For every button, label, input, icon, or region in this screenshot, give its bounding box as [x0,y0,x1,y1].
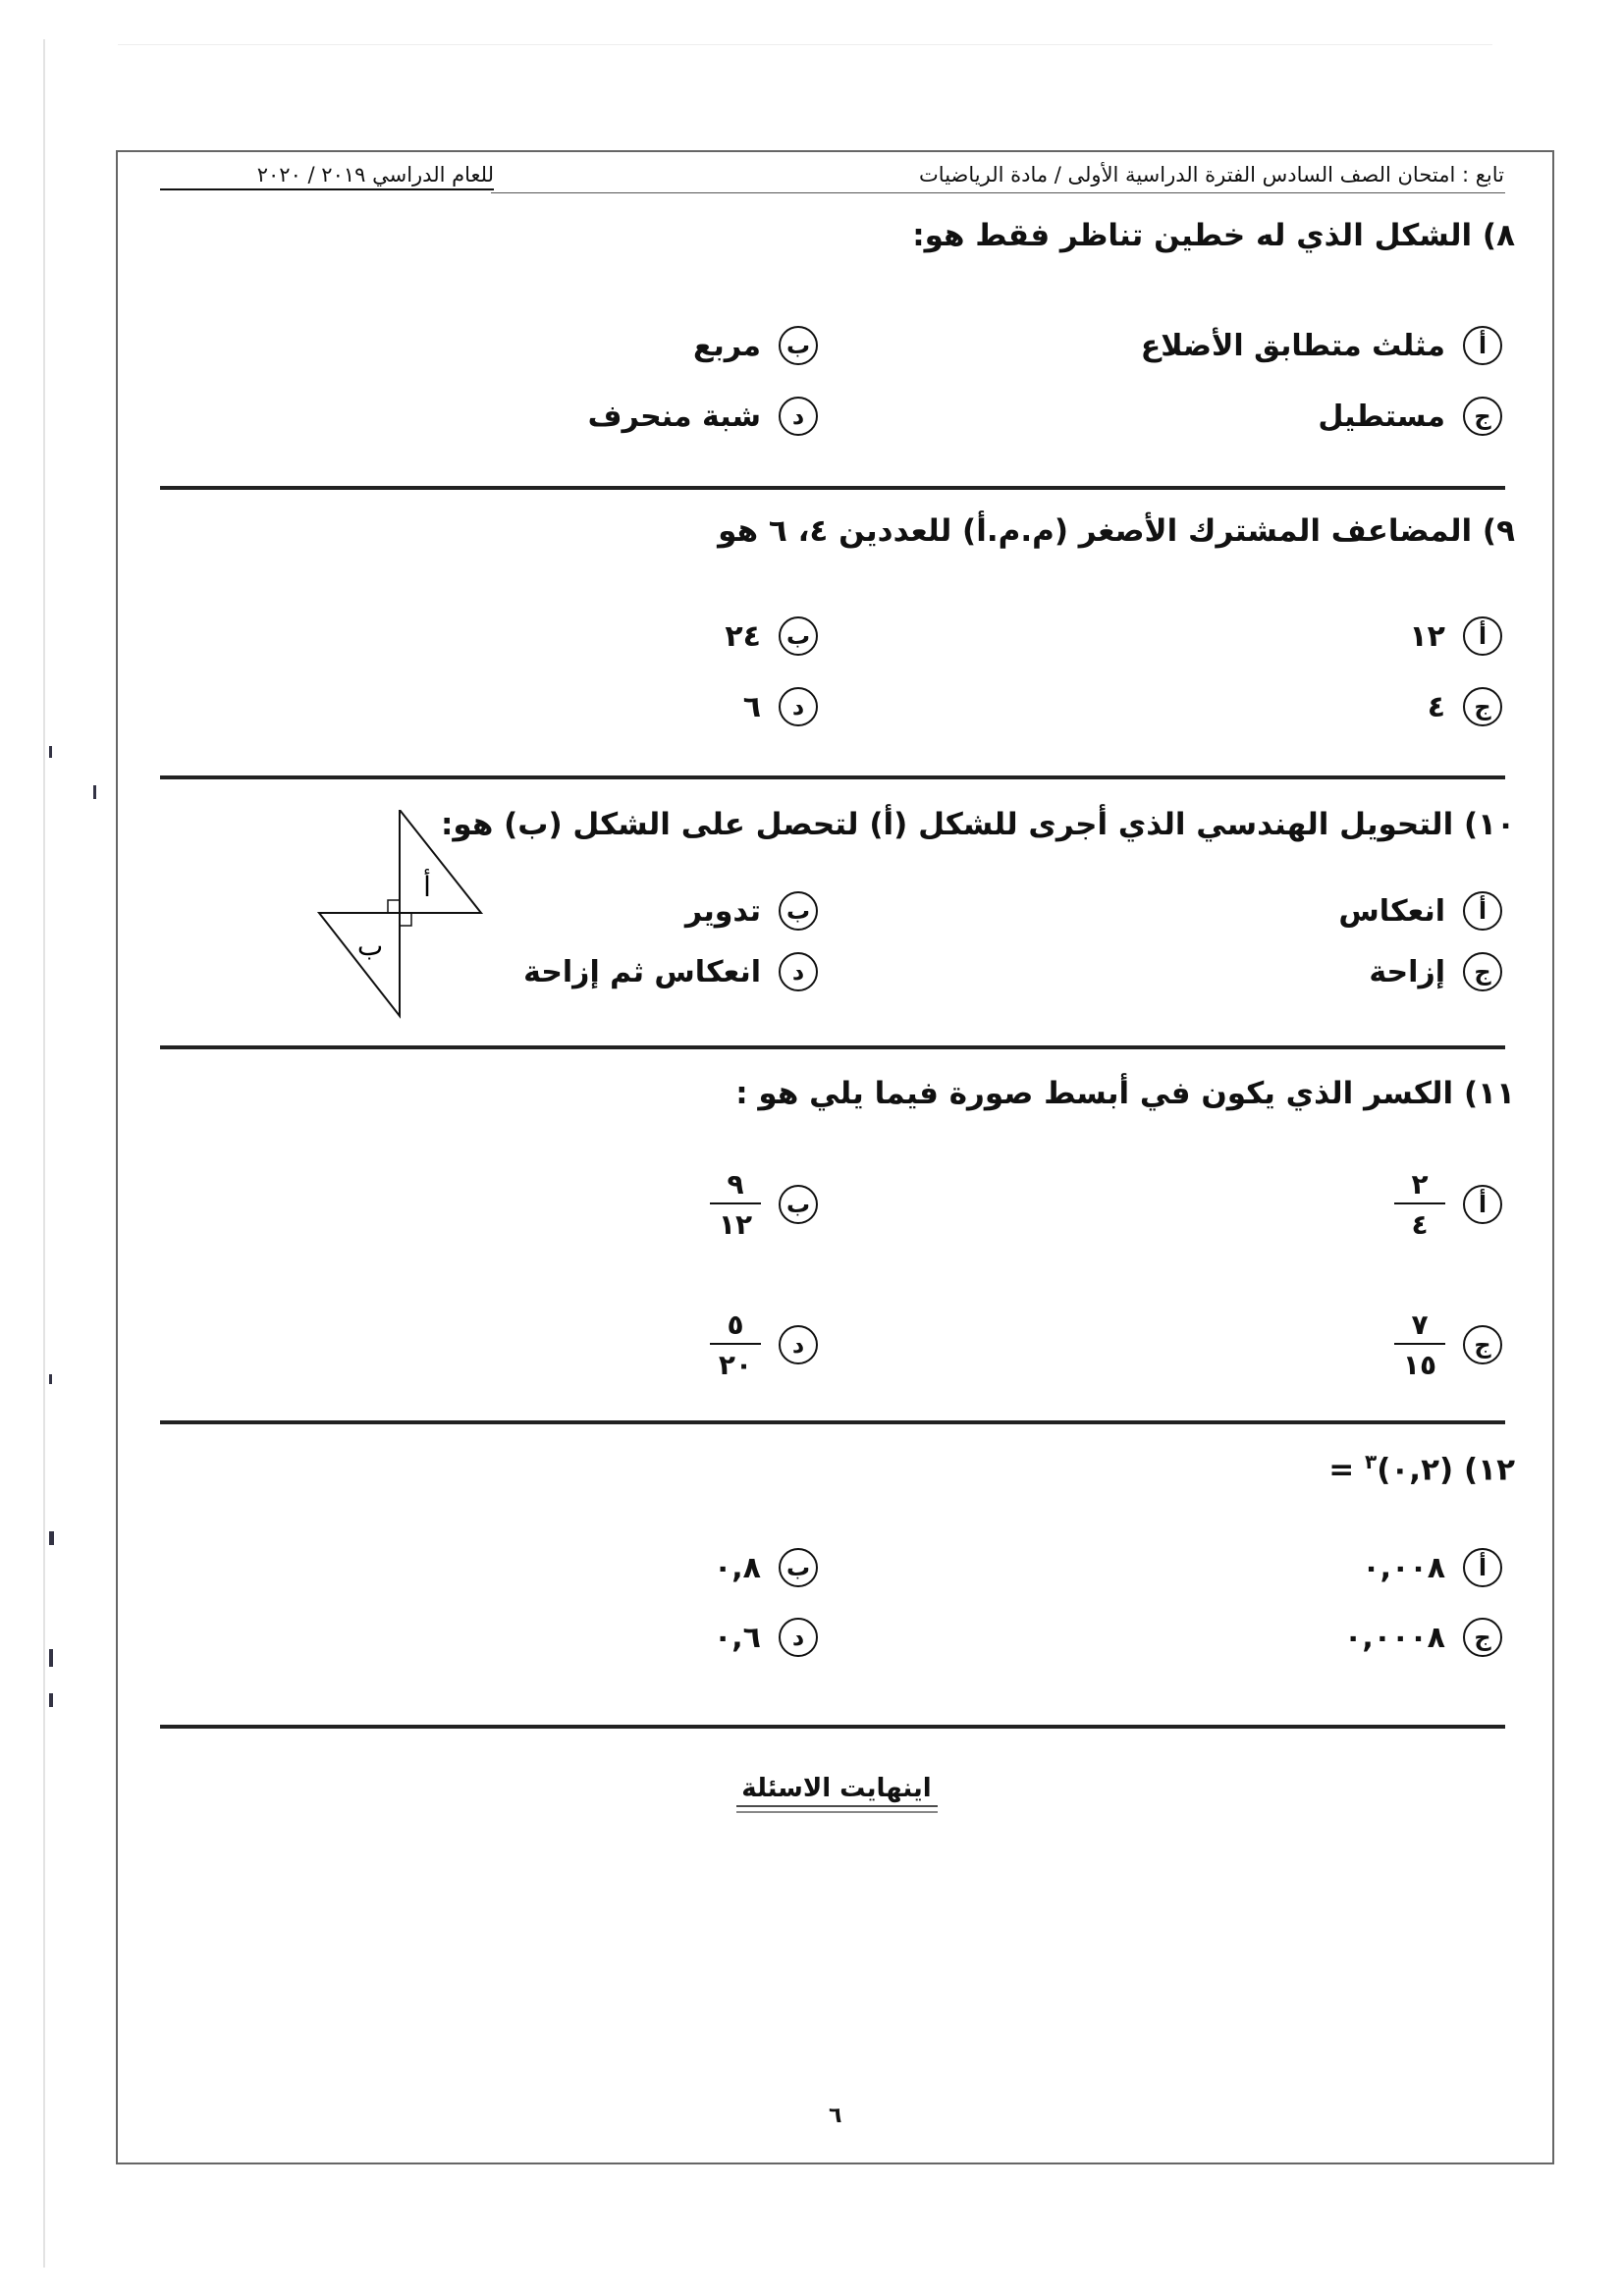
q9-option-a[interactable] [1409,616,1502,656]
q9-option-c-marker: ج [1463,687,1502,726]
q10-option-d[interactable] [523,952,818,991]
q11-option-a-marker: أ [1463,1185,1502,1224]
q8-option-a-text: مثلث متطابق الأضلاع [1140,328,1445,363]
q12-option-a[interactable] [1362,1548,1502,1587]
q9-option-b[interactable] [725,616,818,656]
q12-equals: = [1328,1452,1355,1488]
q11-option-b[interactable] [710,1170,818,1240]
exam-page-frame [116,150,1554,2164]
q12-option-b-marker: ب [779,1548,818,1587]
q11-option-c-denominator: ١٥ [1402,1349,1437,1382]
q12-option-c-text: ٠,٠٠٠٨ [1344,1620,1445,1655]
q8-option-b[interactable] [693,326,818,365]
section-divider [160,1045,1505,1049]
q11-option-b-fraction [710,1170,761,1240]
q12-option-d-marker: د [779,1618,818,1657]
q11-option-b-denominator: ١٢ [718,1208,753,1242]
q9-option-b-text: ٢٤ [725,618,761,654]
q8-option-c-text: مستطيل [1318,399,1445,434]
q9-option-d-marker: د [779,687,818,726]
q11-option-c-fraction [1394,1310,1445,1380]
page-number: ٦ [829,2104,842,2128]
question-9: ٩) المضاعف المشترك الأصغر (م.م.أ) للعددين ٤، ٦ هو [718,513,1515,549]
q11-option-a-numerator: ٢ [1411,1168,1429,1201]
question-10: ١٠) التحويل الهندسي الذي أجرى للشكل (أ) لتحصل على الشكل (ب) هو: [441,807,1515,842]
q10-option-d-text: انعكاس ثم إزاحة [523,954,761,989]
q8-option-d-text: شبة منحرف [587,399,761,434]
right-angle-marker [388,900,400,913]
q12-option-a-text: ٠,٠٠٨ [1362,1550,1445,1585]
transformation-figure [309,810,491,1021]
shape-a-triangle [400,810,481,913]
q11-option-d-marker: د [779,1325,818,1364]
q12-option-b[interactable] [714,1548,818,1587]
q8-option-b-marker: ب [779,326,818,365]
q12-option-d-text: ٠,٦ [713,1620,761,1655]
fraction-bar [710,1202,761,1204]
fraction-bar [710,1343,761,1345]
q9-option-a-text: ١٢ [1409,618,1445,654]
q11-option-a-denominator: ٤ [1411,1208,1429,1242]
q11-option-b-marker: ب [779,1185,818,1224]
q10-option-b[interactable] [685,891,818,931]
q12-option-c[interactable] [1344,1618,1502,1657]
q10-option-a-marker: أ [1463,891,1502,931]
q11-option-c-numerator: ٧ [1411,1308,1429,1341]
section-divider [160,1725,1505,1729]
q8-option-c[interactable] [1318,397,1502,436]
shape-b-label: ب [356,930,384,962]
q10-option-a[interactable] [1338,891,1502,931]
q12-option-d[interactable] [714,1618,818,1657]
q12-expression: ١٢) (٠,٢) [1377,1452,1515,1488]
header-academic-year: للعام الدراسي ٢٠١٩ / ٢٠٢٠ [160,163,494,190]
q11-option-d[interactable] [710,1310,818,1380]
q10-option-b-marker: ب [779,891,818,931]
q11-option-a-fraction [1394,1170,1445,1240]
q11-option-a[interactable] [1394,1170,1502,1240]
q10-option-c-text: إزاحة [1369,954,1445,989]
fraction-bar [1394,1343,1445,1345]
q12-option-a-marker: أ [1463,1548,1502,1587]
q8-option-a-marker: أ [1463,326,1502,365]
shape-b-triangle [319,913,400,1016]
q12-option-c-marker: ج [1463,1618,1502,1657]
q8-option-c-marker: ج [1463,397,1502,436]
q8-option-d[interactable] [588,397,818,436]
q11-option-b-numerator: ٩ [727,1168,744,1201]
section-divider [160,486,1505,490]
q11-option-d-fraction [710,1310,761,1380]
section-divider [160,1420,1505,1424]
q12-exponent: ٣ [1365,1450,1378,1473]
scan-speckle [93,785,96,799]
q10-option-b-text: تدوير [684,893,761,929]
publisher-logo [727,1757,947,1822]
q11-option-d-denominator: ٢٠ [718,1349,753,1382]
question-8: ٨) الشكل الذي له خطين تناظر فقط هو: [912,218,1515,253]
publisher-logo-text: اينهايت الاسئلة [741,1774,932,1803]
scan-speckle [49,746,52,758]
q10-option-a-text: انعكاس [1338,893,1445,929]
scan-speckle [49,1531,54,1545]
q9-option-b-marker: ب [779,616,818,656]
q12-option-b-text: ٠,٨ [713,1550,761,1585]
question-11: ١١) الكسر الذي يكون في أبسط صورة فيما يلي هو : [735,1076,1515,1111]
q8-option-b-text: مربع [693,328,761,363]
scan-top-line [118,44,1492,45]
shape-a-label: أ [423,871,431,903]
q9-option-c[interactable] [1428,687,1502,726]
right-angle-marker [400,913,411,926]
q11-option-d-numerator: ٥ [727,1308,744,1341]
q9-option-a-marker: أ [1463,616,1502,656]
scan-edge-line [43,39,45,2268]
q11-option-c[interactable] [1394,1310,1502,1380]
q9-option-d[interactable] [743,687,818,726]
q11-option-c-marker: ج [1463,1325,1502,1364]
fraction-bar [1394,1202,1445,1204]
q10-option-c[interactable] [1369,952,1502,991]
q8-option-d-marker: د [779,397,818,436]
question-12 [1328,1450,1515,1487]
header-underline [491,192,1505,193]
scan-speckle [49,1693,53,1707]
scan-speckle [49,1374,52,1384]
header-exam-title: تابع : امتحان الصف السادس الفترة الدراسية الأولى / مادة الرياضيات [919,163,1504,187]
section-divider [160,775,1505,779]
scan-speckle [49,1649,53,1667]
q9-option-d-text: ٦ [742,689,761,724]
q9-option-c-text: ٤ [1427,689,1445,724]
q10-option-c-marker: ج [1463,952,1502,991]
q8-option-a[interactable] [1141,326,1502,365]
q10-option-d-marker: د [779,952,818,991]
